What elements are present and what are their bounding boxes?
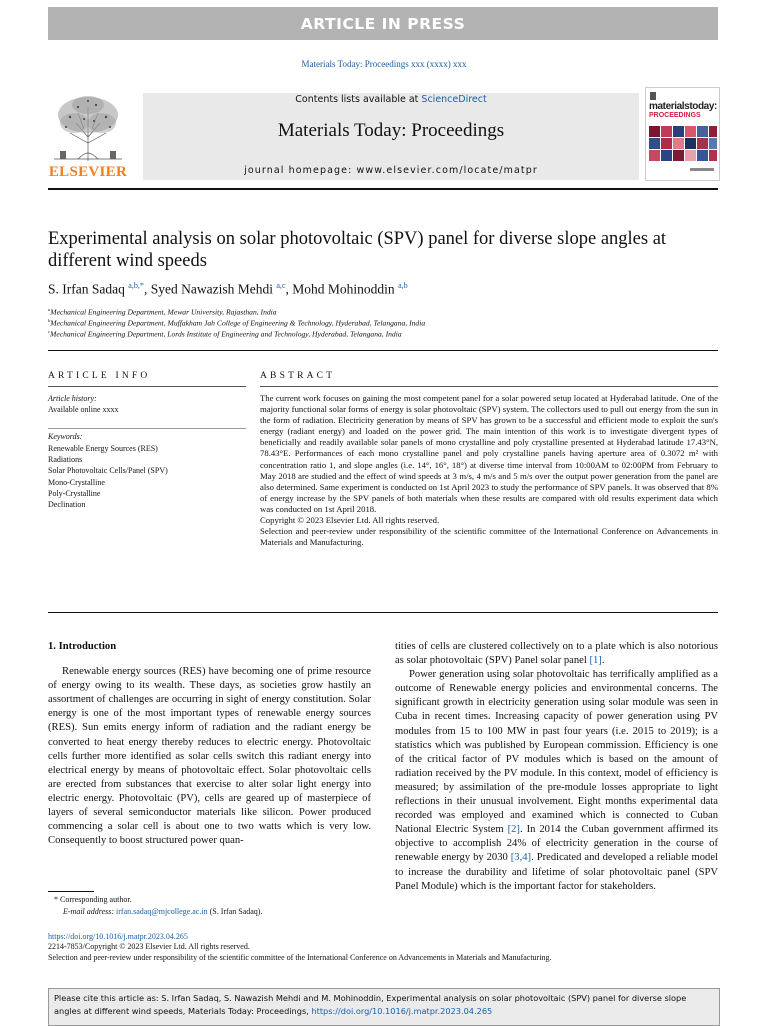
author-affiliation-marks[interactable]: a,c <box>276 281 286 290</box>
footer-peer-review: Selection and peer-review under responsibility of the scientific committee of the International Conference on Advancements in Materials and Manufacturing. <box>48 953 552 962</box>
email-link[interactable]: irfan.sadaq@mjcollege.ac.in <box>116 907 208 916</box>
abstract-heading: ABSTRACT <box>260 371 336 381</box>
author-affiliation-marks[interactable]: a,b,* <box>128 281 144 290</box>
article-info-rule <box>48 386 246 387</box>
corresponding-label: Corresponding author. <box>60 895 132 904</box>
keyword: Declination <box>48 500 86 510</box>
article-title: Experimental analysis on solar photovoltaic (SPV) panel for diverse slope angles at different wind speeds <box>48 229 667 271</box>
reference-link[interactable]: [3,4] <box>510 852 532 864</box>
sciencedirect-link[interactable]: ScienceDirect <box>421 94 487 105</box>
affiliation-text: Mechanical Engineering Department, Mewar University, Rajasthan, India <box>50 307 277 317</box>
affiliation-text: Mechanical Engineering Department, Muffakham Jah College of Engineering & Technology, Hyderabad, Telangana, India <box>50 318 426 328</box>
keyword: Solar Photovoltaic Cells/Panel (SPV) <box>48 466 168 476</box>
paragraph-text: . In 2014 the Cuban government affirmed its objective to accomplish 24% of electricity generation in the course of renewable energy by 2030 <box>395 824 718 864</box>
paragraph-text: tities of cells are clustered collectively on to a plate which is also notorious as solar photovoltaic (SPV) Panel solar panel <box>395 641 718 667</box>
keywords-list <box>48 443 168 510</box>
keyword: Poly-Crystalline <box>48 488 101 498</box>
affiliation-mark: c <box>48 329 51 334</box>
body-paragraph-continued: tities of cells are clustered collectively on to a plate which is also notorious as solar photovoltaic (SPV) Panel solar panel [1]. <box>395 641 718 667</box>
article-info-heading: ARTICLE INFO <box>48 371 151 381</box>
doi-link[interactable]: https://doi.org/10.1016/j.matpr.2023.04.265 <box>48 932 188 941</box>
keyword: Radiations <box>48 455 83 465</box>
email-note <box>63 907 262 916</box>
abstract-body <box>260 393 718 548</box>
footnote-rule <box>48 891 94 892</box>
affiliation-c <box>48 329 708 339</box>
author-affiliation-marks[interactable]: a,b <box>398 281 408 290</box>
email-label: E-mail address: <box>63 907 115 916</box>
contents-prefix: Contents lists available at <box>295 94 422 105</box>
available-online: Available online xxxx <box>48 405 119 414</box>
affiliation-b <box>48 318 708 328</box>
abstract-text: The current work focuses on gaining the most competent panel for a solar powered setup located at Hyderabad latitude. One of the majority functional solar forms of energy is solar photovoltaic (SPV) system. The collectors used to pull out energy from the sun in the form of radiation. Electricity generation by means of SPV has grown to be a successful and efficient mode to exploit the sun's energy (radiant energy) and loaded on the power grid. The main intention of this work is to investigate divergent types of beneficially and readily available solar panels of mono crystalline and poly crystalline presented at Hyderabad latitude 17.43°N, 78.43°E. Performances of each mono crystalline panel and poly crystalline panels having aperture area of 0.3072 m² with concentration ratio 1, and slope angles (i.e. 14°, 16°, 18°) at diverse time interval from 10:00AM to 02:00PM from February to May 2018 are studied and the effect of wind speeds at 3 m/s, 4 m/s and 5 m/s over the output power generation from the panel are also determined. Same experiment is conducted on 1st April 2023 to study the performance of SPV panels. It was observed that 8% of energy increase by the SPV panels of both materials when these results are compared with old results experiment data which was conducted on 1st April 2018. <box>260 393 718 514</box>
author-name[interactable]: Syed Nawazish Mehdi <box>150 281 273 297</box>
contents-line <box>143 94 639 105</box>
paragraph-text: Power generation using solar photovoltaic has terrifically amplified as a outcome of Renewable energy policies and environmental concerns. The significant growth in electricity generation using solar module was seen in Cuba in recent times. Increasing capacity of power generation using PV modules from 15 to 100 MW in past four years (i.e. 2015 to 2019); is a statistics which was published by European commission. Efficiency is one of the critical factor of PV modules which is based on the amount of radiation received by the PV module. In this context, model of efficiency is measured; by assimilation of the pre-module losses appropriate to light reflections in their unusual involvement. Eight months experimental data recorded was employed and examined which is connected to Cuban National Electric System <box>395 669 718 836</box>
reference-link[interactable]: [2] <box>507 824 520 836</box>
affiliation-mark: b <box>48 318 51 323</box>
affiliation-text: Mechanical Engineering Department, Lords Institute of Engineering and Technology, Hyderabad, Telangana, India <box>50 329 402 339</box>
email-owner: (S. Irfan Sadaq). <box>209 907 263 916</box>
body-paragraph: Renewable energy sources (RES) have becoming one of prime resource of energy owing to its wealth. These days, as societies grow hastily an assortment of challenges are occurring in sight of energy constitution. Solar energy is one of the most important types of renewable energy sources (RES). Sun emits energy inform of radiation and the radiant energy be converted to heat energy thereby reduces to electric energy. Photovoltaic cells further more identified as solar cells switch this radiant energy into electrical energy by means of photovoltaic effect. Solar photovoltaic cells are erected from substances that exercise to alter solar light energy into electric energy. Photovoltaic (PV), cells are geared up of masterpiece of layers of several semiconductor materials like silicon. Power produced commencing a solar cell is about one to two watts which is very low. Consequently to boost structured power quan- <box>48 666 371 847</box>
reference-link[interactable]: [1] <box>589 655 602 667</box>
journal-cover-thumbnail[interactable] <box>645 87 720 181</box>
keywords-rule <box>48 428 246 429</box>
affiliation-a <box>48 307 708 317</box>
homepage-url[interactable]: www.elsevier.com/locate/matpr <box>356 165 538 176</box>
cover-title-text: materialstoday: <box>649 101 717 112</box>
paragraph-text: . Predicated and developed a reliable model to increase the durability and lifetime of solar photovoltaic panel (SPV Panel Module) which is the important factor for stakeholders. <box>395 852 718 892</box>
author-list: S. Irfan Sadaq $^{a,b,*}$, Syed Nawazish Mehdi $^{a,c}$, Mohd Mohinoddin $^{a,b}$ <box>48 281 408 297</box>
homepage-prefix: journal homepage: <box>244 165 357 176</box>
abstract-rule <box>260 386 718 387</box>
author-name[interactable]: Mohd Mohinoddin <box>292 281 395 297</box>
journal-citation-line[interactable]: Materials Today: Proceedings xxx (xxxx) xxx <box>301 59 467 69</box>
keywords-label: Keywords: <box>48 432 83 441</box>
issn-copyright: 2214-7853/Copyright © 2023 Elsevier Ltd. All rights reserved. <box>48 942 250 951</box>
abstract-peer-review: Selection and peer-review under responsibility of the scientific committee of the International Conference on Advancements in Materials and Manufacturing. <box>260 526 718 548</box>
body-paragraph <box>395 668 718 894</box>
abstract-divider <box>48 612 718 613</box>
section-heading: 1. Introduction <box>48 641 117 652</box>
corresponding-author-note: * Corresponding author. <box>54 895 132 904</box>
article-history-label: Article history: <box>48 394 97 403</box>
cite-text: Please cite this article as: S. Irfan Sadaq, S. Nawazish Mehdi and M. Mohinoddin, Experimental analysis on solar photovoltaic (SPV) panel for diverse slope angles at different wind speeds, Materials Today: Proceedings, <box>54 993 687 1016</box>
header-divider <box>48 188 718 190</box>
author-name[interactable]: S. Irfan Sadaq <box>48 281 125 297</box>
abstract-copyright: Copyright © 2023 Elsevier Ltd. All rights reserved. <box>260 515 440 526</box>
cite-doi-link[interactable]: https://doi.org/10.1016/j.matpr.2023.04.265 <box>311 1005 493 1016</box>
journal-title[interactable]: Materials Today: Proceedings <box>277 120 505 141</box>
body-column-left <box>48 640 371 848</box>
elsevier-wordmark[interactable]: ELSEVIER <box>48 164 128 180</box>
keyword: Mono-Crystalline <box>48 477 105 487</box>
article-in-press-banner: ARTICLE IN PRESS <box>48 7 718 40</box>
title-divider <box>48 350 718 351</box>
affiliation-mark: a <box>48 307 51 312</box>
cover-subtitle: PROCEEDINGS <box>649 112 701 119</box>
journal-homepage <box>143 165 639 176</box>
cover-title <box>649 102 717 120</box>
keyword: Renewable Energy Sources (RES) <box>48 444 158 453</box>
body-column-right <box>395 640 718 894</box>
cite-this-article-box <box>48 988 720 1026</box>
